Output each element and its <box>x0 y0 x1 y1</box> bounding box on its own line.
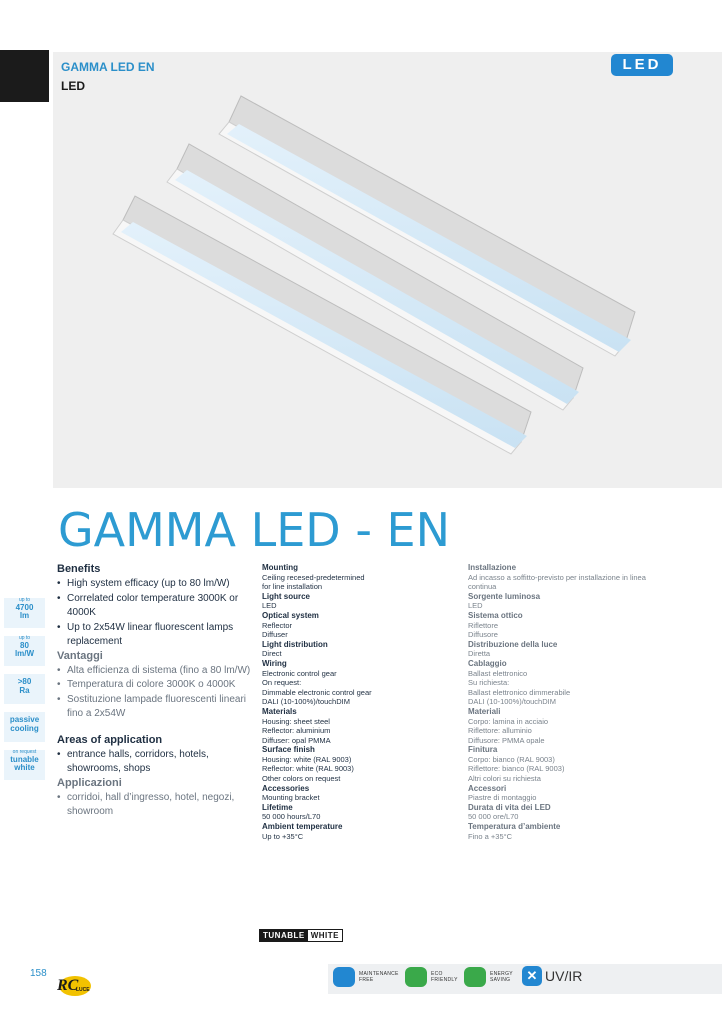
spec-label: Materials <box>262 706 297 716</box>
list-item: • entrance halls, corridors, hotels, showrooms, shops <box>67 748 257 777</box>
spec-label: Installazione <box>468 563 517 572</box>
spec-value: Corpo: bianco (RAL 9003) <box>468 754 555 764</box>
tunable-white-badge <box>259 929 343 942</box>
rc-luce-logo-icon <box>49 968 95 998</box>
spec-value: Dimmable electronic control gear <box>262 687 372 697</box>
side-tab-efficacy: up to 80 lm/W <box>4 636 45 666</box>
spec-label: Materiali <box>468 706 501 716</box>
badge-maintenance-free: MAINTENANCE FREE <box>333 967 399 987</box>
page-title: GAMMA LED - EN <box>58 503 451 557</box>
spec-value: Direct <box>262 649 282 659</box>
specs-italian <box>468 563 668 841</box>
spec-value: Reflector: aluminium <box>262 726 331 736</box>
spec-value: Corpo: lamina in acciaio <box>468 716 549 726</box>
spec-value: Altri colori su richiesta <box>468 774 541 784</box>
spec-value: LED <box>262 601 277 611</box>
spec-label: Accessories <box>262 783 310 793</box>
spec-value: Reflector: white (RAL 9003) <box>262 764 354 774</box>
side-tab-lumen: up to 4700 lm <box>4 598 45 628</box>
spec-label: Surface finish <box>262 745 315 755</box>
luminaire-illustration <box>53 52 722 488</box>
benefits-list <box>57 577 257 650</box>
white-label: WHITE <box>310 931 339 940</box>
spec-label: Cablaggio <box>468 658 507 668</box>
list-item: • Up to 2x54W linear fluorescent lamps replacement <box>67 621 257 650</box>
subseries-label: LED <box>61 79 85 93</box>
product-photo <box>53 52 722 488</box>
eco-friendly-icon <box>405 967 427 987</box>
spec-value: Mounting bracket <box>262 793 320 803</box>
series-label: GAMMA LED EN <box>61 60 155 74</box>
list-item: • corridoi, hall d’ingresso, hotel, negozi, showroom <box>67 791 257 820</box>
spec-value: Housing: sheet steel <box>262 716 330 726</box>
list-item: • Temperatura di colore 3000K o 4000K <box>67 678 257 693</box>
spec-label: Mounting <box>262 563 298 572</box>
spec-value: Diffusore: PMMA opale <box>468 735 545 745</box>
badge-eco-friendly: ECO FRIENDLY <box>405 967 458 987</box>
spec-value: Riflettore <box>468 620 499 630</box>
spec-value: Diffuser: opal PMMA <box>262 735 331 745</box>
spec-label: Light distribution <box>262 639 328 649</box>
spec-value: 50 000 hours/L70 <box>262 812 321 822</box>
corner-tick <box>5 50 7 56</box>
spec-label: Accessori <box>468 783 507 793</box>
page-number: 158 <box>30 968 47 979</box>
spec-value: On request: <box>262 678 302 688</box>
spec-label: Temperatura d’ambiente <box>468 822 561 832</box>
spec-value: continua <box>468 582 497 592</box>
applicazioni-list <box>57 791 257 820</box>
spec-value: Up to +35°C <box>262 831 304 841</box>
areas-list <box>57 748 257 777</box>
spec-label: Sorgente luminosa <box>468 591 541 601</box>
list-item: • Alta efficienza di sistema (fino a 80 lm/W) <box>67 664 257 679</box>
led-logo: LED <box>611 54 673 76</box>
corner-block <box>0 50 49 102</box>
svg-text:RC: RC <box>57 977 79 994</box>
uv-ir-icon: ✕ <box>522 966 542 986</box>
spec-value: for line installation <box>262 582 323 592</box>
spec-value: Reflector <box>262 620 293 630</box>
spec-value: DALI (10-100%)/touchDIM <box>262 697 350 707</box>
features-column <box>57 563 257 820</box>
specs-english <box>262 563 457 841</box>
vantaggi-heading: Vantaggi <box>57 649 103 662</box>
energy-saving-icon <box>464 967 486 987</box>
corner-tick <box>44 50 46 56</box>
spec-value: Housing: white (RAL 9003) <box>262 754 352 764</box>
areas-heading: Areas of application <box>57 733 163 746</box>
spec-value: Riflettore: bianco (RAL 9003) <box>468 764 565 774</box>
spec-value: Ceiling recesed-predetermined <box>262 572 365 582</box>
spec-label: Ambient temperature <box>262 822 343 832</box>
spec-value: Electronic control gear <box>262 668 337 678</box>
spec-value: Ballast elettronico dimmerabile <box>468 687 571 697</box>
spec-label: Finitura <box>468 745 498 755</box>
side-tab-cri: >80 Ra <box>4 674 45 704</box>
svg-text:LUCE: LUCE <box>76 987 90 993</box>
spec-value: Ballast elettronico <box>468 668 528 678</box>
maintenance-free-icon <box>333 967 355 987</box>
spec-value: Other colors on request <box>262 774 341 784</box>
brand-logo <box>49 968 95 998</box>
spec-value: Diffusore <box>468 630 498 640</box>
spec-label: Lifetime <box>262 802 293 812</box>
spec-value: Su richiesta: <box>468 678 510 688</box>
spec-value: LED <box>468 601 483 611</box>
side-tab-cooling: passive cooling <box>4 712 45 742</box>
spec-value: Fino a +35°C <box>468 831 513 841</box>
uv-ir-badge: ✕ UV/IR <box>522 966 582 986</box>
spec-value: 50 000 ore/L70 <box>468 812 519 822</box>
spec-value: Ad incasso a soffitto-previsto per installazione in linea <box>468 572 646 582</box>
side-tab-tunable: on request tunable white <box>4 750 45 780</box>
spec-label: Sistema ottico <box>468 610 523 620</box>
badge-energy-saving: ENERGY SAVING <box>464 967 513 987</box>
spec-label: Optical system <box>262 610 319 620</box>
spec-value: Riflettore: alluminio <box>468 726 532 736</box>
spec-value: Diffuser <box>262 630 288 640</box>
spec-label: Wiring <box>262 658 287 668</box>
list-item: • Correlated color temperature 3000K or 4000K <box>67 592 257 621</box>
applicazioni-heading: Applicazioni <box>57 776 122 789</box>
spec-label: Durata di vita dei LED <box>468 802 551 812</box>
spec-value: Piastre di montaggio <box>468 793 537 803</box>
tunable-label: TUNABLE <box>260 930 308 941</box>
spec-value: DALI (10-100%)/touchDIM <box>468 697 556 707</box>
list-item: • High system efficacy (up to 80 lm/W) <box>67 577 257 592</box>
list-item: • Sostituzione lampade fluorescenti lineari fino a 2x54W <box>67 693 257 722</box>
vantaggi-list <box>57 664 257 722</box>
spec-value: Diretta <box>468 649 491 659</box>
spec-label: Distribuzione della luce <box>468 639 558 649</box>
benefits-heading: Benefits <box>57 563 101 575</box>
spec-label: Light source <box>262 591 311 601</box>
